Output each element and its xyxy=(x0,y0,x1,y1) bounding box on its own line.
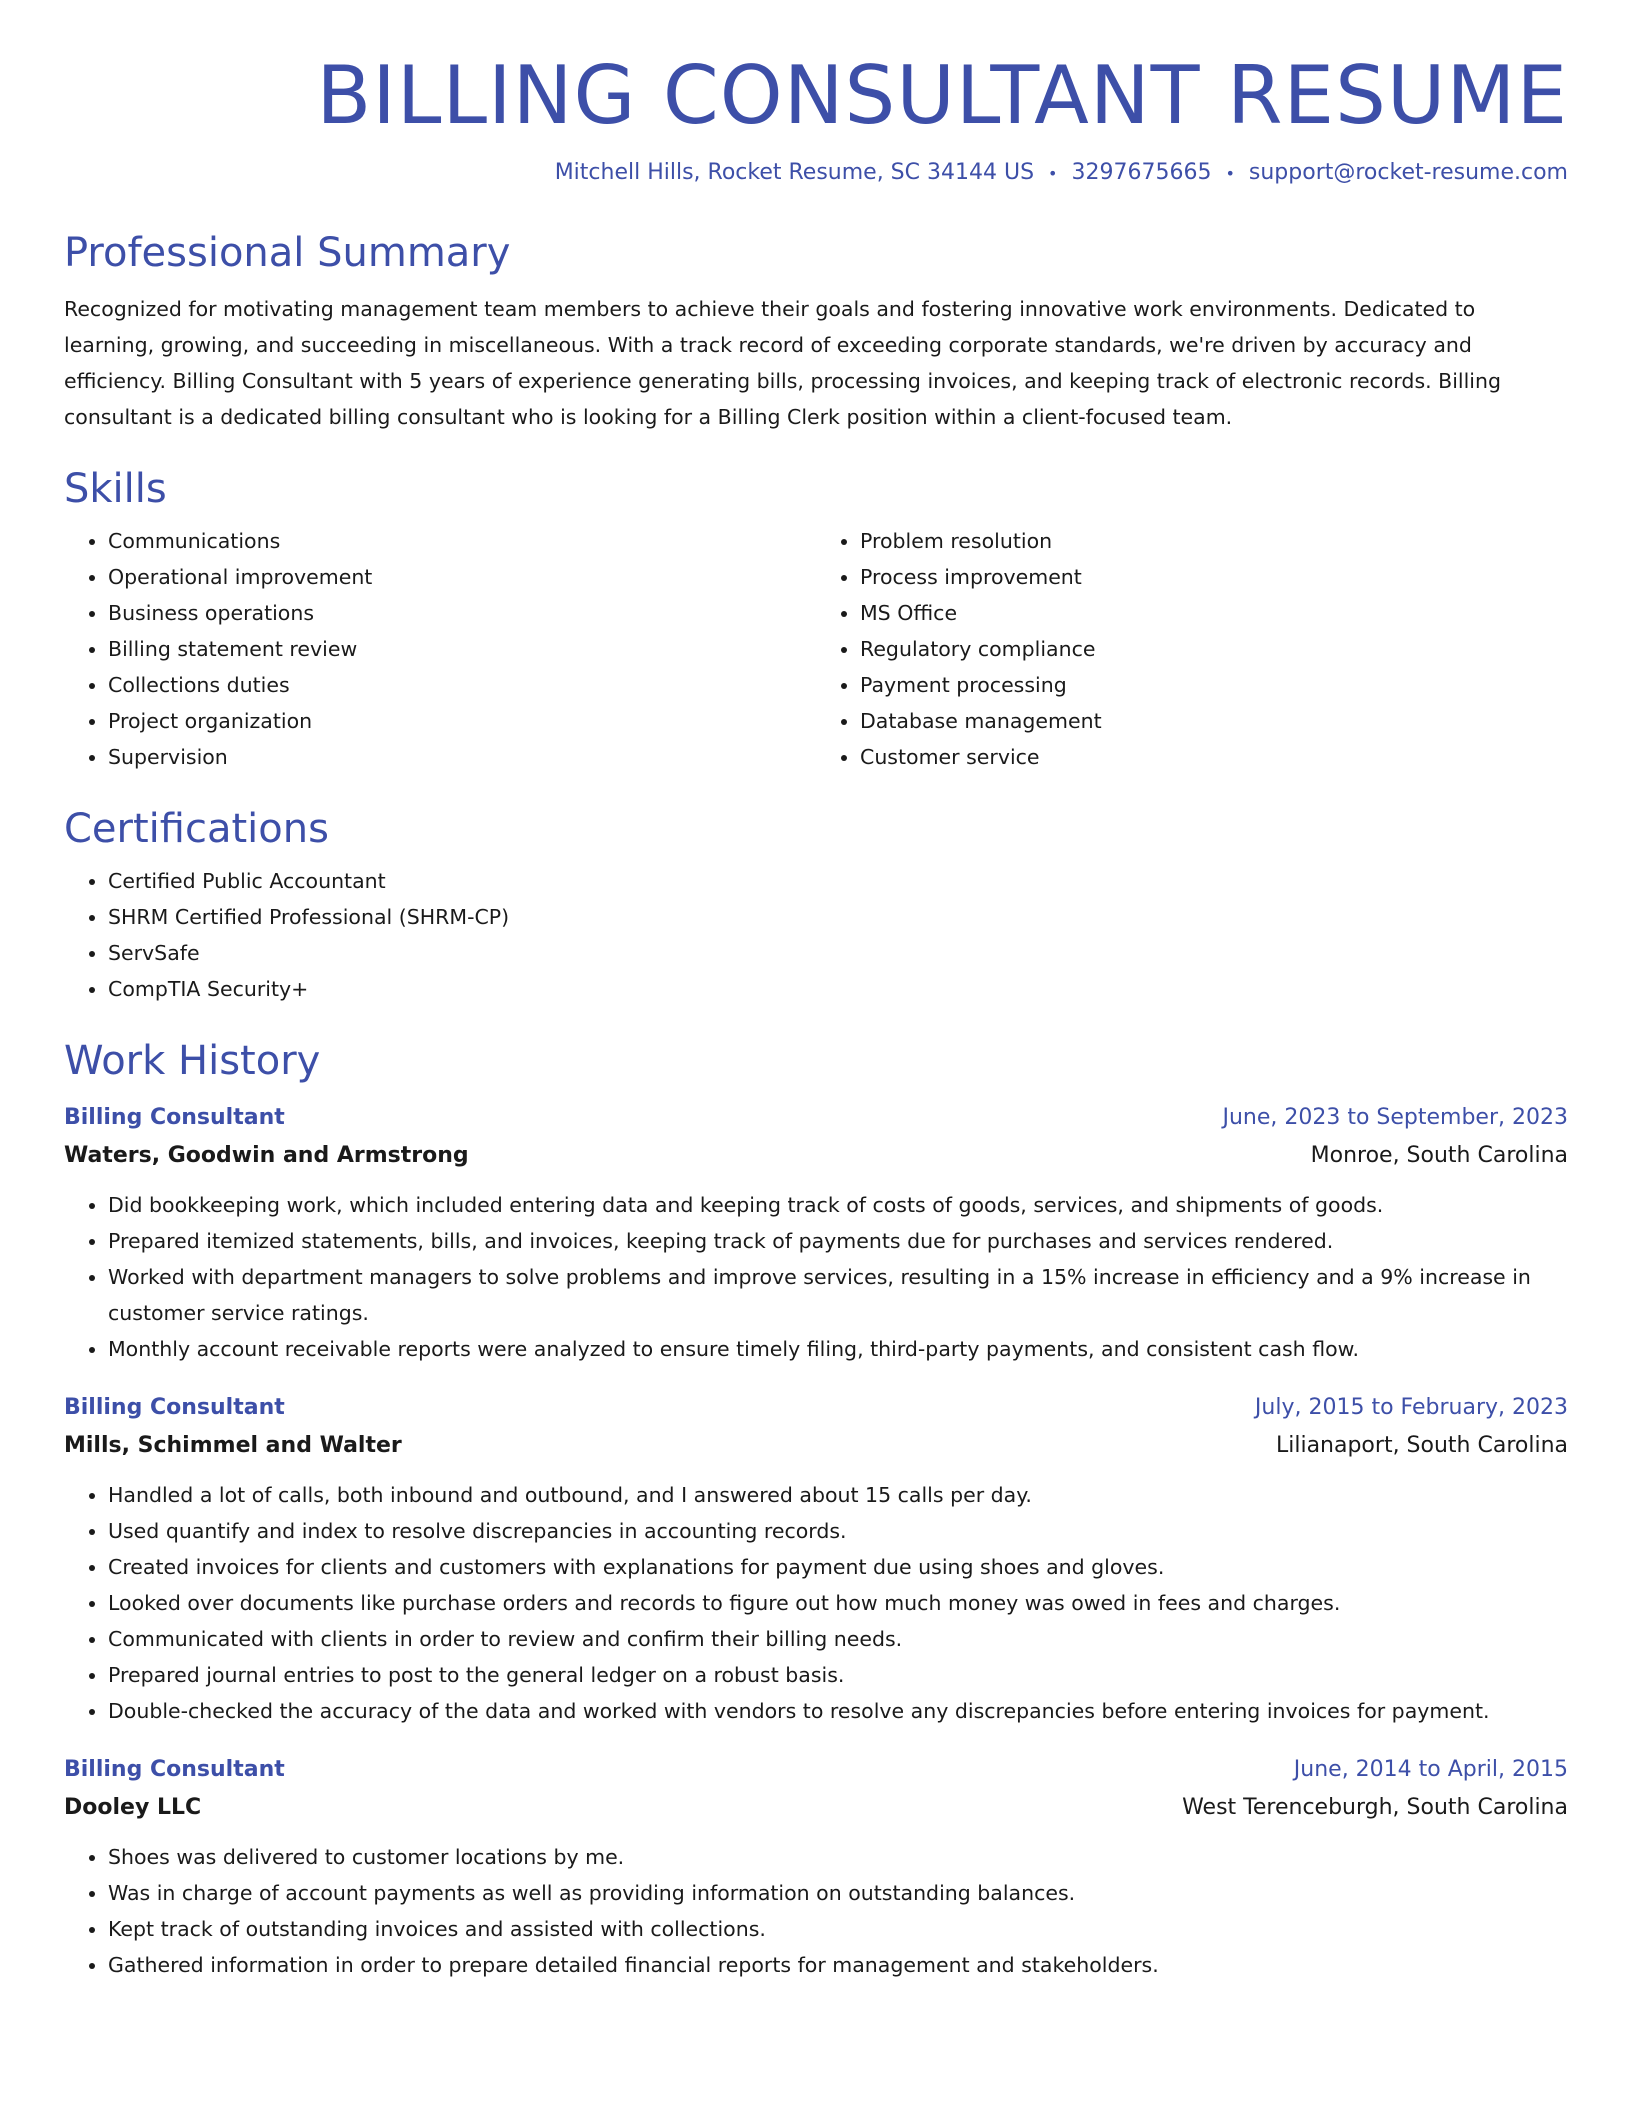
job-location: Lilianaport, South Carolina xyxy=(1275,1433,1568,1458)
job-bullet: • Kept track of outstanding invoices and assisted with collections. xyxy=(108,1911,1568,1947)
summary-text: Recognized for motivating management team members to achieve their goals and fostering innovative work environments. Dedicated to learning, growing, and succeeding in miscellaneous. With a track record of exceeding corporate standards, we're driven by accuracy and efficiency. Billing Consultant with 5 years of experience generating bills, processing invoices, and keeping track of electronic records. Billing consultant is a dedicated billing consultant who is looking for a Billing Clerk position within a client-focused team. xyxy=(64,297,1502,429)
skill-item: • Regulatory compliance xyxy=(860,631,1568,667)
job-company: Waters, Goodwin and Armstrong xyxy=(64,1143,469,1168)
summary-heading: Professional Summary xyxy=(64,230,511,276)
job-title: Billing Consultant xyxy=(64,1395,285,1420)
job-header-row xyxy=(64,1389,1568,1427)
job-bullets xyxy=(64,1839,1568,1983)
certification-item: • Certified Public Accountant xyxy=(108,863,1568,899)
job-location: West Terenceburgh, South Carolina xyxy=(1182,1795,1568,1820)
job-bullet: • Handled a lot of calls, both inbound and outbound, and I answered about 15 calls per day. xyxy=(108,1477,1568,1513)
skill-item: • Database management xyxy=(860,703,1568,739)
job-location: Monroe, South Carolina xyxy=(1310,1143,1568,1168)
skill-item: • Project organization xyxy=(108,703,816,739)
skill-item: • Business operations xyxy=(108,595,816,631)
job-bullet: • Worked with department managers to solve problems and improve services, resulting in a 15% increase in efficiency and a 9% increase in customer service ratings. xyxy=(108,1259,1568,1331)
job-entry xyxy=(64,1389,1568,1729)
certification-item: • SHRM Certified Professional (SHRM-CP) xyxy=(108,899,1568,935)
skill-item: • Problem resolution xyxy=(860,523,1568,559)
contact-line xyxy=(64,160,1568,185)
skill-item: • Communications xyxy=(108,523,816,559)
resume-title: BILLING CONSULTANT RESUME xyxy=(316,49,1568,142)
job-bullets xyxy=(64,1187,1568,1367)
job-header-row xyxy=(64,1099,1568,1137)
skill-item: • Payment processing xyxy=(860,667,1568,703)
skill-item: • Customer service xyxy=(860,739,1568,775)
certification-item: • CompTIA Security+ xyxy=(108,971,1568,1007)
job-company: Mills, Schimmel and Walter xyxy=(64,1433,402,1458)
skill-item: • Billing statement review xyxy=(108,631,816,667)
certifications-list xyxy=(64,863,1568,1007)
skill-item: • Process improvement xyxy=(860,559,1568,595)
job-bullet: • Prepared itemized statements, bills, and invoices, keeping track of payments due for purchases and services rendered. xyxy=(108,1223,1568,1259)
job-company-row xyxy=(64,1789,1568,1827)
job-company-row xyxy=(64,1427,1568,1465)
job-company-row xyxy=(64,1137,1568,1175)
skill-item: • Operational improvement xyxy=(108,559,816,595)
job-entry xyxy=(64,1099,1568,1367)
job-bullet: • Looked over documents like purchase orders and records to figure out how much money was owed in fees and charges. xyxy=(108,1585,1568,1621)
job-bullet: • Communicated with clients in order to review and confirm their billing needs. xyxy=(108,1621,1568,1657)
job-dates: June, 2023 to September, 2023 xyxy=(1222,1105,1568,1130)
work-history-heading: Work History xyxy=(64,1038,321,1084)
certification-item: • ServSafe xyxy=(108,935,1568,971)
job-dates: June, 2014 to April, 2015 xyxy=(1293,1757,1568,1782)
skills-column-right xyxy=(816,523,1568,775)
skills-heading: Skills xyxy=(64,466,167,512)
contact-address: Mitchell Hills, Rocket Resume, SC 34144 US xyxy=(554,160,1035,185)
resume-page xyxy=(64,40,1568,1983)
skills-column-left xyxy=(64,523,816,775)
job-bullet: • Prepared journal entries to post to the general ledger on a robust basis. xyxy=(108,1657,1568,1693)
job-dates: July, 2015 to February, 2023 xyxy=(1254,1395,1568,1420)
skill-item: • Supervision xyxy=(108,739,816,775)
job-bullet: • Shoes was delivered to customer locations by me. xyxy=(108,1839,1568,1875)
skill-item: • Collections duties xyxy=(108,667,816,703)
skills-list xyxy=(64,523,1568,775)
job-company: Dooley LLC xyxy=(64,1795,202,1820)
job-entry xyxy=(64,1751,1568,1983)
job-bullet: • Gathered information in order to prepare detailed financial reports for management and stakeholders. xyxy=(108,1947,1568,1983)
contact-separator: • xyxy=(1048,163,1058,183)
job-title: Billing Consultant xyxy=(64,1757,285,1782)
work-history-list xyxy=(64,1099,1568,1983)
job-bullet: • Did bookkeeping work, which included entering data and keeping track of costs of goods, services, and shipments of goods. xyxy=(108,1187,1568,1223)
job-header-row xyxy=(64,1751,1568,1789)
contact-separator: • xyxy=(1225,163,1235,183)
contact-phone: 3297675665 xyxy=(1071,160,1212,185)
job-bullet: • Double-checked the accuracy of the data and worked with vendors to resolve any discrepancies before entering invoices for payment. xyxy=(108,1693,1568,1729)
certifications-heading: Certifications xyxy=(64,806,329,852)
job-title: Billing Consultant xyxy=(64,1105,285,1130)
skill-item: • MS Office xyxy=(860,595,1568,631)
job-bullet: • Monthly account receivable reports were analyzed to ensure timely filing, third-party payments, and consistent cash flow. xyxy=(108,1331,1568,1367)
job-bullets xyxy=(64,1477,1568,1729)
job-bullet: • Was in charge of account payments as well as providing information on outstanding balances. xyxy=(108,1875,1568,1911)
contact-email: support@rocket-resume.com xyxy=(1248,160,1568,185)
job-bullet: • Created invoices for clients and customers with explanations for payment due using shoes and gloves. xyxy=(108,1549,1568,1585)
job-bullet: • Used quantify and index to resolve discrepancies in accounting records. xyxy=(108,1513,1568,1549)
